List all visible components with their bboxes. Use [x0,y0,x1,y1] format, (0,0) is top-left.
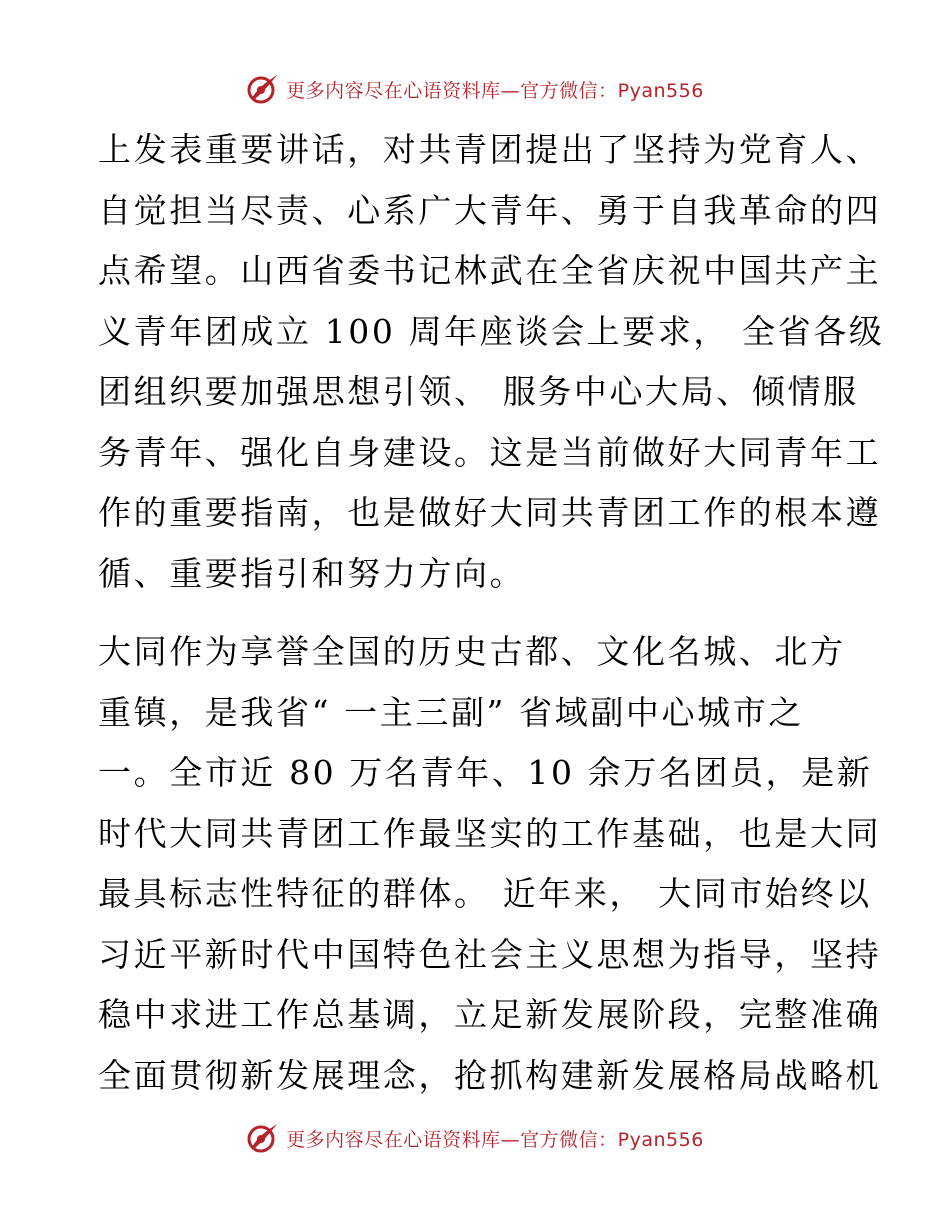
text-line: 时代大同共青团工作最坚实的工作基础，也是大同 [98,813,882,853]
watermark-text: 更多内容尽在心语资料库—官方微信：Pyan556 [286,1128,704,1151]
text-line: 循、重要指引和努力方向。 [98,553,526,593]
text-line: 一。全市近 80 万名青年、10 余万名团员，是新 [98,753,873,792]
document-body [98,120,885,1106]
text-line: 稳中求进工作总基调，立足新发展阶段，完整准确 [98,995,882,1034]
paragraph-1 [98,120,885,604]
text-line: 团组织要加强思想引领、 服务中心大局、倾情服 [98,372,859,411]
text-line: 务青年、强化自身建设。这是当前做好大同青年工 [98,432,882,472]
paragraph-2 [98,622,882,1106]
text-line: 点希望。山西省委书记林武在全省庆祝中国共产主 [98,251,882,290]
text-line: 大同作为享誉全国的历史古都、文化名城、北方 [98,632,846,671]
text-line: 习近平新时代中国特色社会主义思想为指导，坚持 [98,934,882,974]
quill-seal-icon [246,1121,280,1155]
text-line: 义青年团成立 100 周年座谈会上要求， 全省各级 [98,311,885,351]
text-line: 作的重要指南，也是做好大同共青团工作的根本遵 [98,493,882,532]
text-line: 最具标志性特征的群体。 近年来， 大同市始终以 [98,874,872,913]
text-line: 重镇，是我省“ 一主三副” 省域副中心城市之 [98,692,804,732]
watermark-text: 更多内容尽在心语资料库—官方微信：Pyan556 [286,79,704,102]
text-line: 上发表重要讲话，对共青团提出了坚持为党育人、 [98,130,882,169]
text-line: 全面贯彻新发展理念，抢抓构建新发展格局战略机 [98,1055,882,1095]
header-watermark [0,72,950,106]
quill-seal-icon [246,72,280,106]
text-line: 自觉担当尽责、心系广大青年、勇于自我革命的四 [98,190,882,230]
footer-watermark [0,1121,950,1155]
